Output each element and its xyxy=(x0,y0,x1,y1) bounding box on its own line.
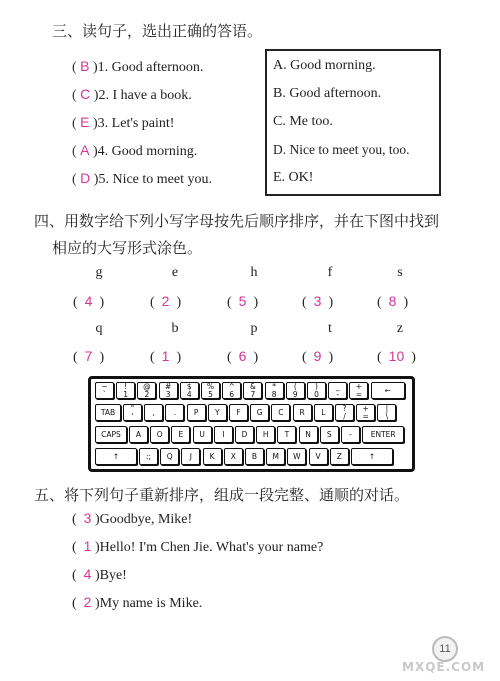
order-answer[interactable]: 10 xyxy=(388,348,405,364)
key[interactable]: A xyxy=(129,426,148,443)
key[interactable]: W xyxy=(287,448,306,465)
backspace-key[interactable]: ← xyxy=(371,382,405,399)
key[interactable]: + = xyxy=(349,382,368,399)
question-4: ( A )4. Good morning. xyxy=(72,142,198,159)
answer-5[interactable]: D xyxy=(80,170,91,186)
key[interactable]: $ 4 xyxy=(180,382,199,399)
key[interactable]: D xyxy=(235,426,254,443)
dialogue-answer[interactable]: 4 xyxy=(83,566,92,582)
letter: e xyxy=(171,265,179,280)
key[interactable]: E xyxy=(171,426,190,443)
answer-3[interactable]: E xyxy=(80,114,90,130)
key[interactable]: H xyxy=(256,426,275,443)
dialogue-line-2: ( 1 )Hello! I'm Chen Jie. What's your name? xyxy=(72,538,324,555)
key[interactable]: ! 1 xyxy=(116,382,135,399)
question-3: ( E )3. Let's paint! xyxy=(72,114,175,131)
letter: g xyxy=(95,265,103,280)
order-answer[interactable]: 9 xyxy=(313,348,322,364)
key[interactable]: & 7 xyxy=(243,382,262,399)
letter: f xyxy=(327,265,333,280)
key[interactable]: , xyxy=(144,404,163,421)
section-3-title: 三、读句子，选出正确的答语。 xyxy=(52,22,263,40)
key[interactable]: U xyxy=(193,426,212,443)
key[interactable]: T xyxy=(277,426,296,443)
watermark-logo xyxy=(402,636,492,676)
key[interactable]: K xyxy=(203,448,222,465)
key[interactable]: * 8 xyxy=(265,382,284,399)
key[interactable]: % 5 xyxy=(201,382,220,399)
order-answer[interactable]: 7 xyxy=(84,348,93,364)
key[interactable]: Z xyxy=(330,448,349,465)
option-c: C. Me too. xyxy=(273,114,333,129)
answer-2[interactable]: C xyxy=(80,86,91,102)
key[interactable]: ( 9 xyxy=(286,382,305,399)
answer-4[interactable]: A xyxy=(80,142,90,158)
dialogue-line-3: ( 4 )Bye! xyxy=(72,566,127,583)
dialogue-line-4: ( 2 )My name is Mike. xyxy=(72,594,203,611)
key[interactable]: | \ xyxy=(377,404,396,421)
key[interactable]: O xyxy=(150,426,169,443)
key[interactable]: C xyxy=(271,404,290,421)
key[interactable]: P xyxy=(187,404,206,421)
dialogue-answer[interactable]: 1 xyxy=(83,538,92,554)
key[interactable]: V xyxy=(309,448,328,465)
key[interactable]: G xyxy=(250,404,269,421)
key[interactable]: X xyxy=(224,448,243,465)
key[interactable]: M xyxy=(266,448,285,465)
question-2: ( C )2. I have a book. xyxy=(72,86,192,103)
section-5-title: 五、将下列句子重新排序，组成一段完整、通顺的对话。 xyxy=(34,486,410,504)
option-b: B. Good afternoon. xyxy=(273,86,382,101)
order-answer[interactable]: 8 xyxy=(388,293,397,309)
question-1: ( B )1. Good afternoon. xyxy=(72,58,204,75)
option-e: E. OK! xyxy=(273,170,314,185)
letter: q xyxy=(95,321,103,336)
key[interactable]: @ 2 xyxy=(137,382,156,399)
key[interactable]: . xyxy=(165,404,184,421)
order-answer[interactable]: 1 xyxy=(161,348,170,364)
dialogue-answer[interactable]: 3 xyxy=(83,510,92,526)
key[interactable]: Y xyxy=(208,404,227,421)
key[interactable]: Q xyxy=(160,448,179,465)
enter-key[interactable]: ENTER xyxy=(362,426,404,443)
order-answer[interactable]: 4 xyxy=(84,293,93,309)
letter: t xyxy=(328,321,332,336)
order-answer[interactable]: 2 xyxy=(161,293,170,309)
order-answer[interactable]: 3 xyxy=(313,293,322,309)
letter: p xyxy=(250,321,258,336)
letter: h xyxy=(250,265,258,280)
key[interactable]: - xyxy=(341,426,360,443)
letter: b xyxy=(171,321,179,336)
answer-1[interactable]: B xyxy=(80,58,90,74)
key[interactable]: ? / xyxy=(335,404,354,421)
key[interactable]: B xyxy=(245,448,264,465)
key[interactable]: J xyxy=(181,448,200,465)
section-4-title-line1: 四、用数字给下列小写字母按先后顺序排序，并在下图中找到 xyxy=(34,212,440,230)
letter: s xyxy=(397,265,403,280)
question-5: ( D )5. Nice to meet you. xyxy=(72,170,212,187)
order-answer[interactable]: 6 xyxy=(238,348,247,364)
letter: z xyxy=(396,321,404,336)
key[interactable]: N xyxy=(299,426,318,443)
key[interactable]: :; xyxy=(139,448,158,465)
option-d: D. Nice to meet you, too. xyxy=(273,142,410,157)
key[interactable]: _ - xyxy=(328,382,347,399)
page-number: 11 xyxy=(432,636,458,662)
shift-key[interactable]: ↑ xyxy=(351,448,393,465)
options-box xyxy=(265,49,441,196)
key[interactable]: ~ ` xyxy=(95,382,114,399)
order-answer[interactable]: 5 xyxy=(238,293,247,309)
dialogue-line-1: ( 3 )Goodbye, Mike! xyxy=(72,510,193,527)
keyboard xyxy=(88,376,415,472)
key[interactable]: I xyxy=(214,426,233,443)
key[interactable]: L xyxy=(314,404,333,421)
key[interactable]: R xyxy=(293,404,312,421)
watermark-text: MXQE.COM xyxy=(402,660,486,674)
key[interactable]: + = xyxy=(356,404,375,421)
key[interactable]: ^ 6 xyxy=(222,382,241,399)
dialogue-answer[interactable]: 2 xyxy=(83,594,92,610)
key[interactable]: # 3 xyxy=(159,382,178,399)
option-a: A. Good morning. xyxy=(273,58,376,73)
tab-key[interactable]: TAB xyxy=(95,404,121,421)
key[interactable]: S xyxy=(320,426,339,443)
key[interactable]: " ' xyxy=(123,404,142,421)
key[interactable]: F xyxy=(229,404,248,421)
section-4-title-line2: 相应的大写形式涂色。 xyxy=(52,239,203,257)
key[interactable]: ) 0 xyxy=(307,382,326,399)
shift-key[interactable]: ↑ xyxy=(95,448,137,465)
caps-key[interactable]: CAPS xyxy=(95,426,127,443)
